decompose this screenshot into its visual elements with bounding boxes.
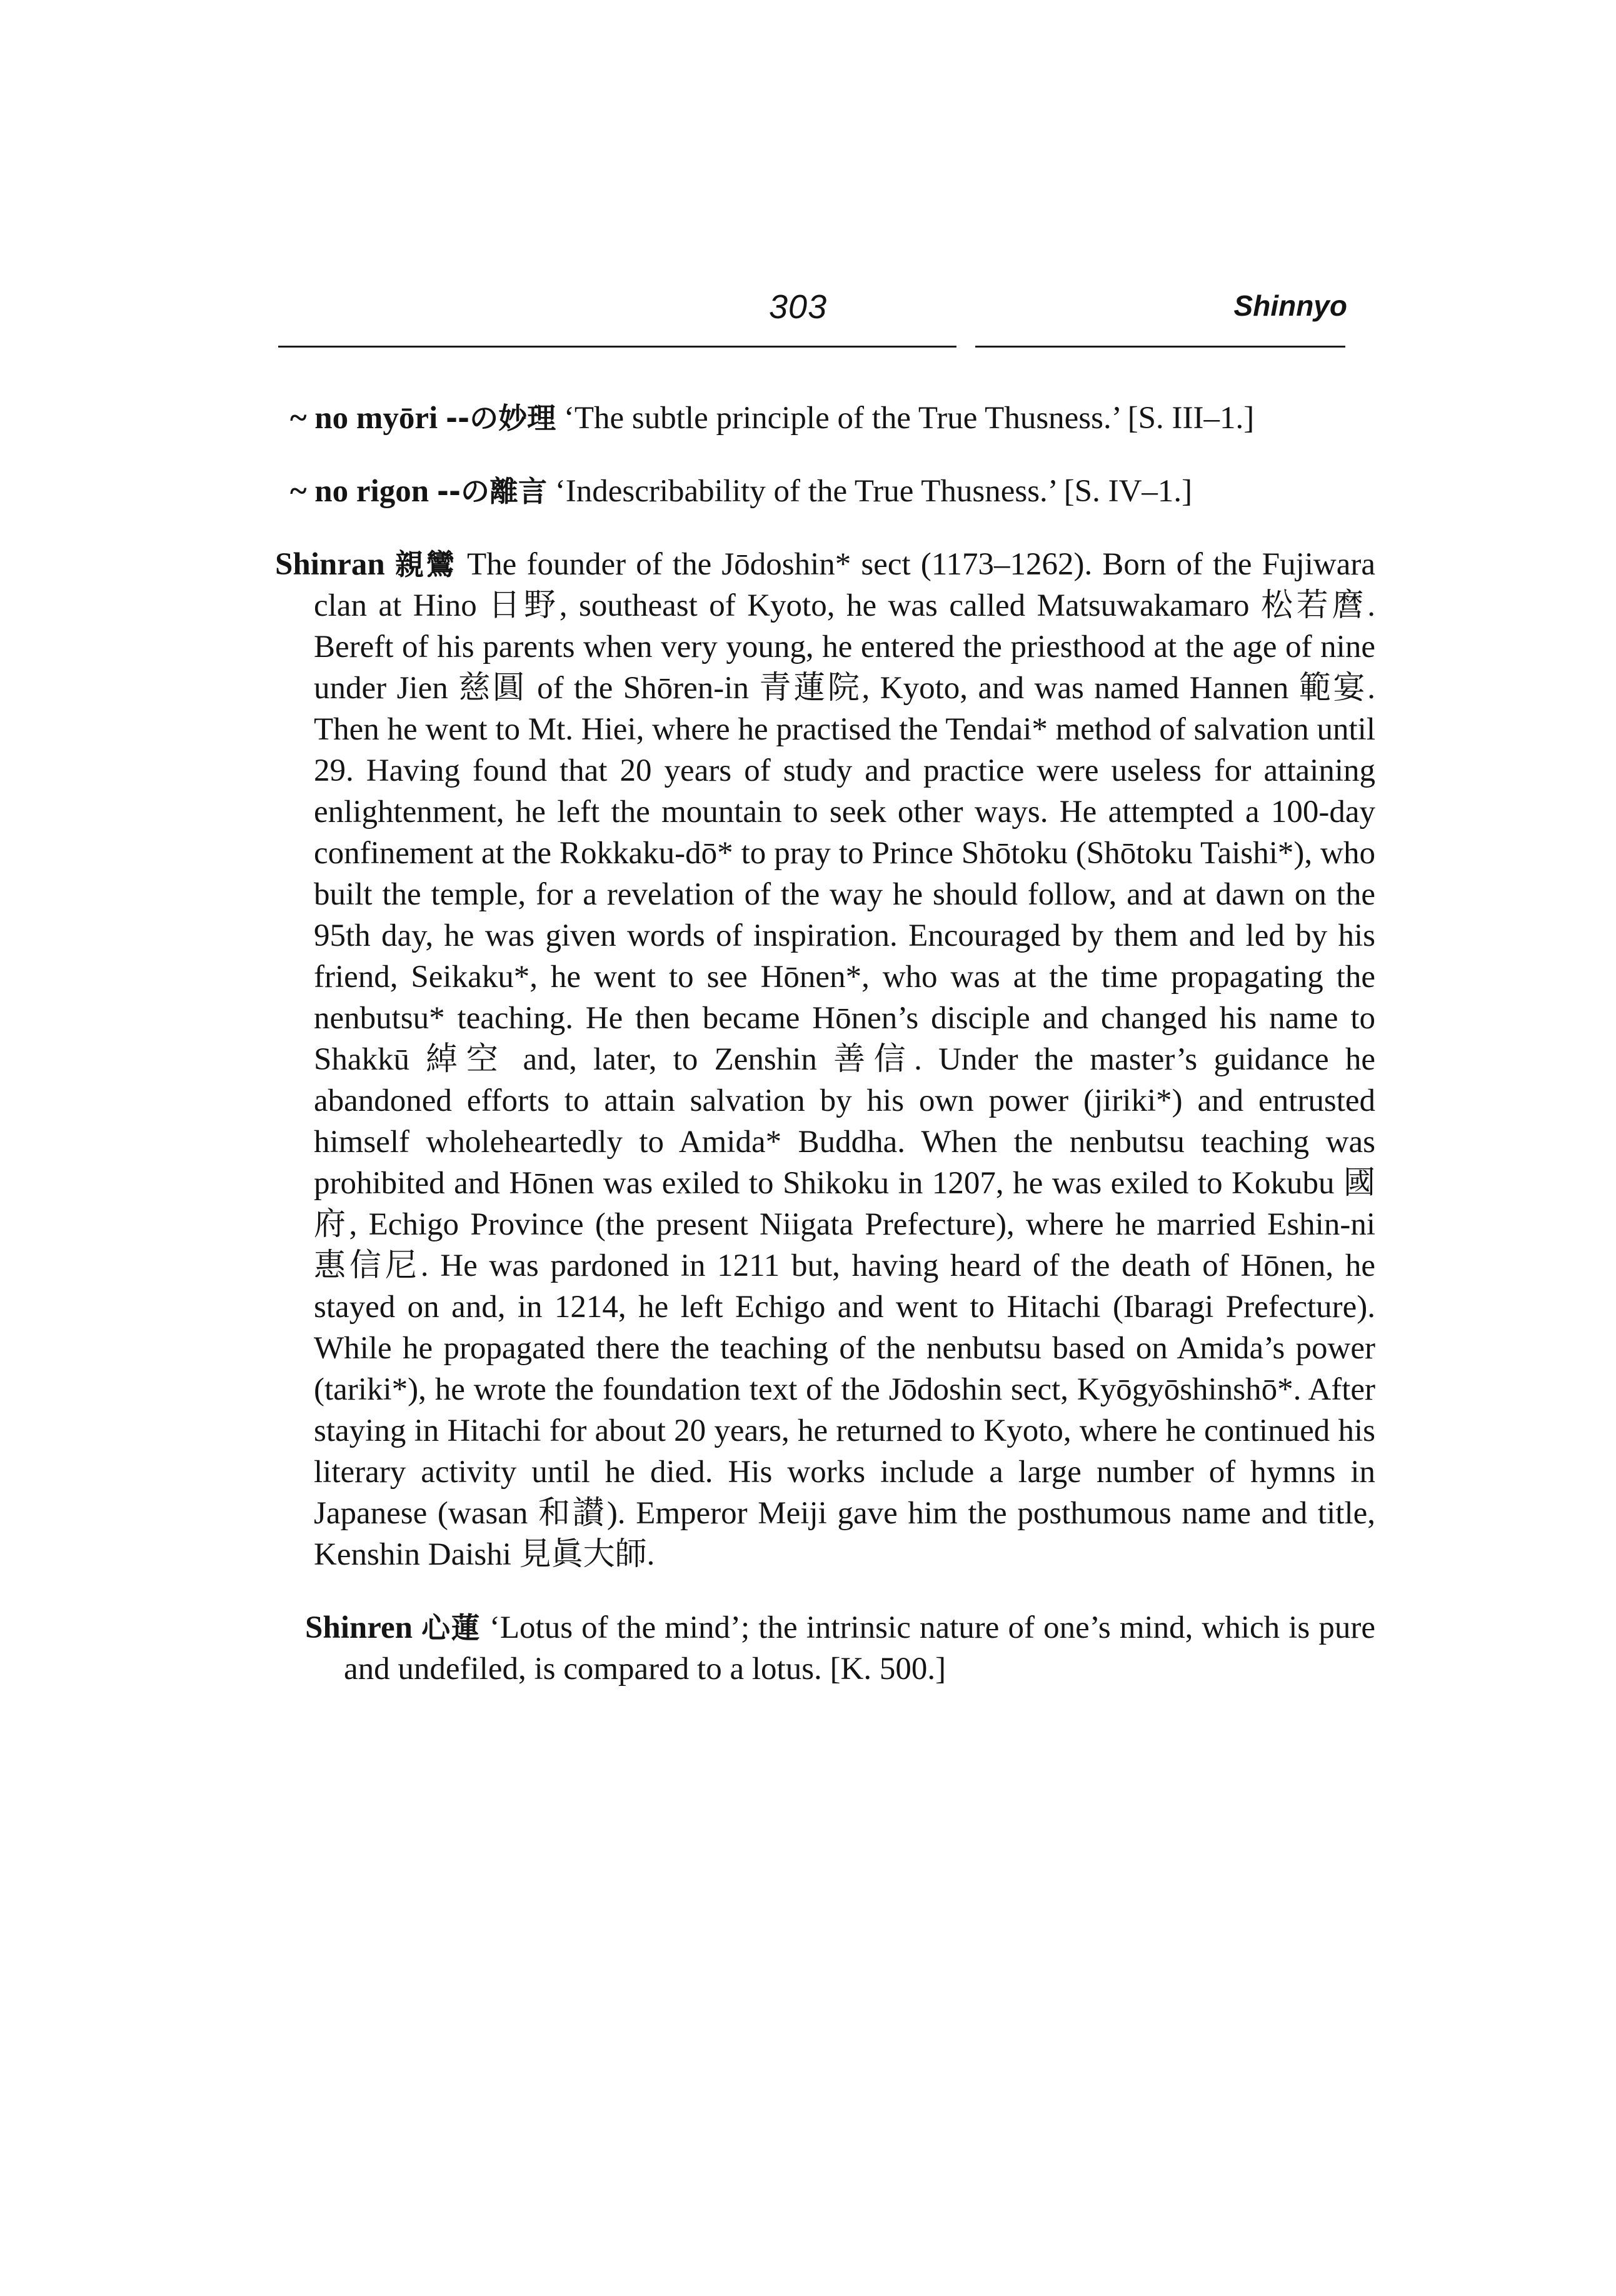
dictionary-entry [275, 544, 1375, 1575]
entry-headword: Shinren [305, 1610, 413, 1645]
header-rule-left [278, 346, 956, 348]
entry-text: ‘Indescribability of the True Thusness.’ [555, 474, 1056, 509]
entry-text: ‘The subtle principle of the True Thusness.’ [563, 401, 1120, 436]
entry-kanji: --の離言 [436, 474, 547, 508]
entry-reference: [S. III–1.] [1127, 401, 1255, 436]
dictionary-entry [305, 1607, 1375, 1690]
entry-reference: [S. IV–1.] [1063, 474, 1193, 509]
dictionary-entry [290, 398, 1375, 439]
entry-text: ‘Lotus of the mind’; the intrinsic nature of one’s mind, which is pure and undefiled, is compared to a lotus. [344, 1610, 1376, 1687]
entry-kanji: 親鸞 [394, 548, 457, 581]
entry-reference: [K. 500.] [830, 1652, 946, 1687]
entry-headword: Shinran [275, 547, 385, 582]
entry-kanji: 心蓮 [421, 1611, 481, 1645]
header-rule-right [975, 346, 1345, 348]
entries [275, 366, 1375, 1703]
entry-headword: ~ no rigon [290, 474, 429, 509]
entry-text: The founder of the Jōdoshin* sect (1173–1262). Born of the Fujiwara clan at Hino 日野, southeast of Kyoto, he was called Matsuwakamaro 松若麿. Bereft of his parents when very young, he entered the priesthood at the age of nine under Jien 慈圓 of the Shōren-in 青蓮院, Kyoto, and was named Hannen 範宴. Then he went to Mt. Hiei, where he practised the Tendai* method of salvation until 29. Having found that 20 years of study and practice were useless for attaining enlightenment, he left the mountain to seek other ways. He attempted a 100-day confinement at the Rokkaku-dō* to pray to Prince Shōtoku (Shōtoku Taishi*), who built the temple, for a revelation of the way he should follow, and at dawn on the 95th day, he was given words of inspiration. Encouraged by them and led by his friend, Seikaku*, he went to see Hōnen*, who was at the time propagating the nenbutsu* teaching. He then became Hōnen’s disciple and changed his name to Shakkū 綽空 and, later, to Zenshin 善信. Under the master’s guidance he abandoned efforts to attain salvation by his own power (jiriki*) and entrusted himself wholeheartedly to Amida* Buddha. When the nenbutsu teaching was prohibited and Hōnen was exiled to Shikoku in 1207, he was exiled to Kokubu 國府, Echigo Province (the present Niigata Prefecture), where he married Eshin-ni 惠信尼. He was pardoned in 1211 but, having heard of the death of Hōnen, he stayed on and, in 1214, he left Echigo and went to Hitachi (Ibaragi Prefecture). While he propagated there the teaching of the nenbutsu based on Amida’s power (tariki*), he wrote the foundation text of the Jōdoshin sect, Kyōgyōshinshō*. After staying in Hitachi for about 20 years, he returned to Kyoto, where he continued his literary activity until he died. His works include a large number of hymns in Japanese (wasan 和讃). Emperor Meiji gave him the posthumous name and title, Kenshin Daishi 見眞大師. [314, 547, 1376, 1572]
page-header [275, 288, 1347, 350]
dictionary-entry [290, 471, 1375, 512]
page-number: 303 [769, 288, 828, 326]
running-head: Shinnyo [1233, 289, 1347, 322]
entry-headword: ~ no myōri [290, 401, 438, 436]
entry-kanji: --の妙理 [445, 401, 556, 435]
